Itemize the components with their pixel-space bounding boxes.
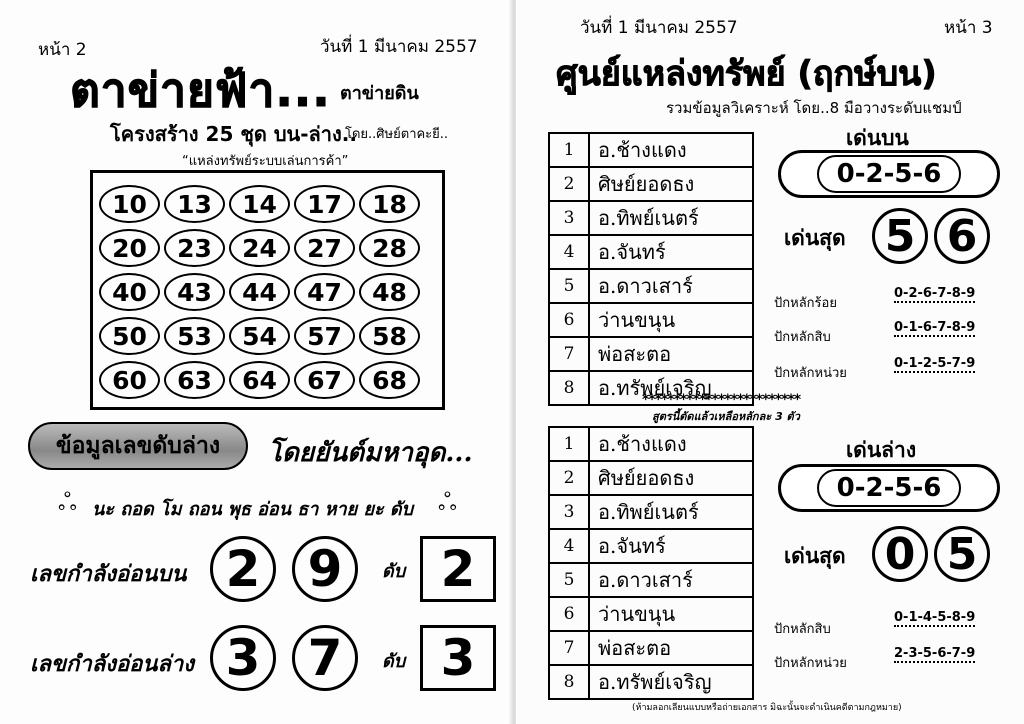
table-row: [549, 337, 753, 371]
row-number: 5: [549, 269, 589, 303]
author-line: โดย..ศิษย์ตาคะยี..: [345, 127, 449, 142]
main-subtitle: ตาข่ายดิน: [340, 83, 419, 104]
grid-number: 17: [294, 185, 355, 223]
grid-number: 13: [164, 185, 225, 223]
row-number: 2: [549, 461, 589, 495]
row-number: 4: [549, 235, 589, 269]
expert-name: อ.ทรัพย์เจริญ: [589, 665, 753, 699]
info-script: โดยยันต์มหาอุด...: [268, 438, 473, 468]
grid-number: 27: [294, 229, 355, 267]
grid-number: 58: [359, 317, 420, 355]
grid-number: 14: [229, 185, 290, 223]
grid-number: 28: [359, 229, 420, 267]
upper-main-numbers: 0-2-5-6: [817, 155, 962, 193]
weak-bottom-digit: 7: [292, 625, 358, 691]
grid-number: 10: [99, 185, 160, 223]
digit-row-label: ปักหลักหน่วย: [774, 366, 847, 381]
grid-number: 57: [294, 317, 355, 355]
main-title: ตาข่ายฟ้า...: [70, 63, 331, 117]
table-row: [549, 529, 753, 563]
off-top-digit: 2: [420, 536, 496, 602]
expert-table-bottom: [548, 426, 754, 700]
lower-best-digit: 0: [872, 526, 928, 582]
table-row: [549, 235, 753, 269]
digit-row-label: ปักหลักสิบ: [774, 330, 831, 345]
grid-row: [99, 317, 420, 355]
row-number: 1: [549, 427, 589, 461]
grid-row: [99, 229, 420, 267]
page-number-label: หน้า 3: [944, 18, 993, 38]
weak-top-digit: 2: [210, 536, 276, 602]
row-number: 6: [549, 303, 589, 337]
grid-number: 40: [99, 273, 160, 311]
row-number: 8: [549, 371, 589, 405]
expert-name: ว่านขนุน: [589, 303, 753, 337]
grid-row: [99, 361, 420, 399]
expert-name: อ.ช้างแดง: [589, 133, 753, 167]
info-pill-label: ข้อมูลเลขดับล่าง: [28, 422, 248, 470]
grid-number: 47: [294, 273, 355, 311]
grid-number: 67: [294, 361, 355, 399]
row-number: 7: [549, 337, 589, 371]
table-row: [549, 133, 753, 167]
upper-main-oval: [778, 150, 1000, 198]
upper-best-digit: 6: [934, 208, 990, 264]
row-number: 2: [549, 167, 589, 201]
table-row: [549, 303, 753, 337]
grid-number: 54: [229, 317, 290, 355]
star-divider: *************************: [642, 392, 801, 408]
analysis-line: รวมข้อมูลวิเคราะห์ โดย..8 มือวางระดับแชมป์: [666, 99, 962, 117]
table-row: [549, 665, 753, 699]
right-page: [516, 0, 1024, 724]
grid-number: 64: [229, 361, 290, 399]
expert-name: อ.ดาวเสาร์: [589, 563, 753, 597]
table-row: [549, 563, 753, 597]
expert-name: อ.ช้างแดง: [589, 427, 753, 461]
row-number: 5: [549, 563, 589, 597]
upper-best-label: เด่นสุด: [784, 226, 846, 250]
upper-best-digit: 5: [872, 208, 928, 264]
weak-bottom-digit: 3: [210, 625, 276, 691]
table-row: [549, 495, 753, 529]
table-row: [549, 631, 753, 665]
weak-top-digit: 9: [292, 536, 358, 602]
date-label: วันที่ 1 มีนาคม 2557: [580, 18, 738, 38]
table-row: [549, 269, 753, 303]
digit-row-value: 2-3-5-6-7-9: [894, 646, 976, 661]
weak-bottom-label: เลขกำลังอ่อนล่าง: [30, 651, 194, 677]
grid-row: [99, 185, 420, 223]
lower-best-label: เด่นสุด: [784, 544, 846, 568]
grid-number: 20: [99, 229, 160, 267]
off-bottom-digit: 3: [420, 625, 496, 691]
grid-number: 60: [99, 361, 160, 399]
date-label: วันที่ 1 มีนาคม 2557: [320, 37, 478, 57]
grid-number: 63: [164, 361, 225, 399]
expert-name: อ.ทิพย์เนตร์: [589, 201, 753, 235]
expert-name: ศิษย์ยอดธง: [589, 461, 753, 495]
grid-number: 50: [99, 317, 160, 355]
page-number-label: หน้า 2: [38, 40, 87, 60]
table-row: [549, 201, 753, 235]
row-number: 6: [549, 597, 589, 631]
grid-number: 43: [164, 273, 225, 311]
lower-head: เด่นล่าง: [846, 438, 917, 462]
grid-row: [99, 273, 420, 311]
row-number: 1: [549, 133, 589, 167]
formula-note: สูตรนี้ตัดแล้วเหลือหลักละ 3 ตัว: [652, 410, 800, 423]
row-number: 3: [549, 495, 589, 529]
row-number: 7: [549, 631, 589, 665]
off-bottom-label: ดับ: [382, 651, 406, 672]
grid-number: 24: [229, 229, 290, 267]
grid-number: 68: [359, 361, 420, 399]
digit-row-value: 0-1-2-5-7-9: [894, 356, 976, 371]
lower-main-oval: [778, 464, 1000, 512]
expert-name: อ.จันทร์: [589, 529, 753, 563]
table-row: [549, 461, 753, 495]
expert-name: ศิษย์ยอดธง: [589, 167, 753, 201]
lower-main-numbers: 0-2-5-6: [817, 469, 962, 507]
grid-number: 23: [164, 229, 225, 267]
weak-top-label: เลขกำลังอ่อนบน: [30, 561, 187, 587]
digit-row-label: ปักหลักสิบ: [774, 622, 831, 637]
expert-name: อ.จันทร์: [589, 235, 753, 269]
expert-name: อ.ทิพย์เนตร์: [589, 495, 753, 529]
grid-number: 44: [229, 273, 290, 311]
grid-number: 48: [359, 273, 420, 311]
upper-head: เด่นบน: [846, 126, 909, 150]
expert-name: อ.ทรัพย์เจริญ: [589, 371, 753, 405]
digit-row-value: 0-1-4-5-8-9: [894, 610, 976, 625]
digit-row-value: 0-1-6-7-8-9: [894, 320, 976, 335]
row-number: 8: [549, 665, 589, 699]
digit-row-label: ปักหลักหน่วย: [774, 656, 847, 671]
table-row: [549, 597, 753, 631]
table-row: [549, 167, 753, 201]
number-grid: [90, 170, 445, 410]
quote-line: “แหล่งทรัพย์ระบบเล่นการค้า”: [182, 154, 349, 169]
expert-name: ว่านขนุน: [589, 597, 753, 631]
row-number: 3: [549, 201, 589, 235]
table-row: [549, 427, 753, 461]
grid-number: 53: [164, 317, 225, 355]
grid-number: 18: [359, 185, 420, 223]
expert-table-top: [548, 132, 754, 406]
expert-name: พ่อสะตอ: [589, 337, 753, 371]
main-title: ศูนย์แหล่งทรัพย์ (ฤกษ์บน): [556, 54, 937, 94]
digit-row-label: ปักหลักร้อย: [774, 296, 837, 311]
copyright-note: (ห้ามลอกเลียนแบบหรือถ่ายเอกสาร มิฉะนั้นจะดำเนินคดีตามกฎหมาย): [632, 703, 902, 713]
lower-best-digit: 5: [934, 526, 990, 582]
chant-line: นะ ถอด โม ถอน พุธ อ่อน ธา หาย ยะ ดับ: [92, 499, 414, 520]
digit-row-value: 0-2-6-7-8-9: [894, 286, 976, 301]
structure-line: โครงสร้าง 25 ชุด บน-ล่าง..: [110, 122, 357, 146]
ornament-right-icon: ஃ: [438, 488, 457, 516]
row-number: 4: [549, 529, 589, 563]
expert-name: พ่อสะตอ: [589, 631, 753, 665]
expert-name: อ.ดาวเสาร์: [589, 269, 753, 303]
off-top-label: ดับ: [382, 561, 406, 582]
ornament-left-icon: ஃ: [58, 488, 77, 516]
